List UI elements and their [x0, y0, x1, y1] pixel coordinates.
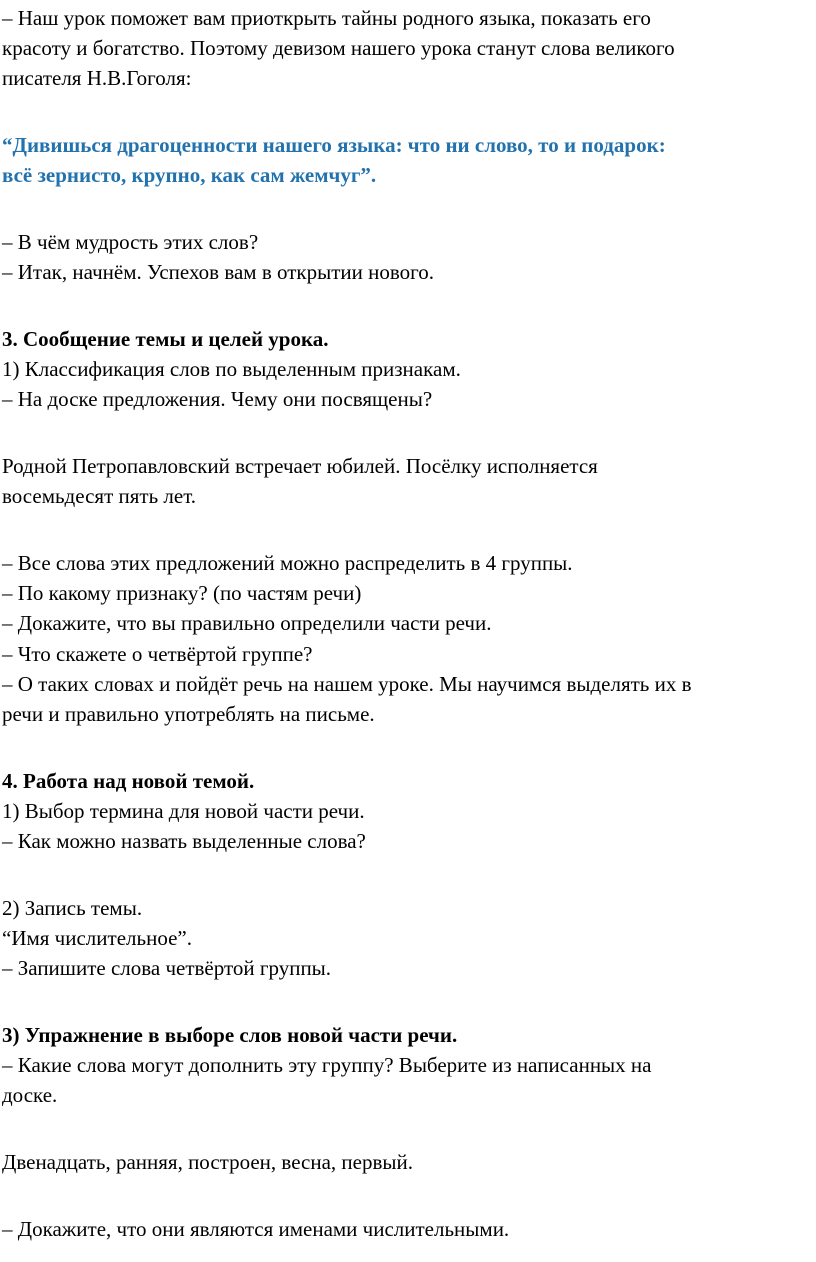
question-wisdom: – В чём мудрость этих слов?: [2, 230, 259, 254]
intro-line-3: писателя Н.В.Гоголя:: [2, 66, 192, 90]
statement-start: – Итак, начнём. Успехов вам в открытии нового.: [2, 260, 434, 284]
motto-line-1: “Дивишься драгоценности нашего языка: что ни слово, то и подарок:: [2, 133, 666, 157]
heading-section-3: 3. Сообщение темы и целей урока.: [2, 327, 329, 351]
motto-line-2: всё зернисто, крупно, как сам жемчуг”.: [2, 163, 377, 187]
board-sentence-line-1: Родной Петропавловский встречает юбилей. Посёлку исполняется: [2, 454, 598, 478]
dialogue-line-5a: – О таких словах и пойдёт речь на нашем уроке. Мы научимся выделять их в: [2, 672, 692, 696]
section-4-item-2: – Как можно назвать выделенные слова?: [2, 829, 366, 853]
section-3-item-1: 1) Классификация слов по выделенным признакам.: [2, 357, 461, 381]
dialogue-line-2: – По какому признаку? (по частям речи): [2, 581, 362, 605]
board-sentence-line-2: восемьдесят пять лет.: [2, 484, 197, 508]
dialogue-line-1: – Все слова этих предложений можно распределить в 4 группы.: [2, 551, 573, 575]
section-3-item-2: – На доске предложения. Чему они посвящены?: [2, 387, 433, 411]
section-4-item-4: “Имя числительное”.: [2, 926, 192, 950]
heading-exercise: 3) Упражнение в выборе слов новой части речи.: [2, 1023, 458, 1047]
dialogue-line-5b: речи и правильно употреблять на письме.: [2, 702, 375, 726]
dialogue-line-3: – Докажите, что вы правильно определили части речи.: [2, 611, 492, 635]
section-4-item-5: – Запишите слова четвёртой группы.: [2, 956, 332, 980]
section-4-item-3: 2) Запись темы.: [2, 896, 143, 920]
section-4-item-1: 1) Выбор термина для новой части речи.: [2, 799, 365, 823]
exercise-line-2: – Докажите, что они являются именами числительными.: [2, 1217, 510, 1241]
intro-line-2: красоту и богатство. Поэтому девизом нашего урока станут слова великого: [2, 36, 675, 60]
intro-line-1: – Наш урок поможет вам приоткрыть тайны родного языка, показать его: [2, 6, 651, 30]
board-words: Двенадцать, ранняя, построен, весна, первый.: [2, 1150, 413, 1174]
exercise-line-1b: доске.: [2, 1083, 58, 1107]
dialogue-line-4: – Что скажете о четвёртой группе?: [2, 642, 313, 666]
exercise-line-1a: – Какие слова могут дополнить эту группу? Выберите из написанных на: [2, 1053, 652, 1077]
heading-section-4: 4. Работа над новой темой.: [2, 769, 255, 793]
